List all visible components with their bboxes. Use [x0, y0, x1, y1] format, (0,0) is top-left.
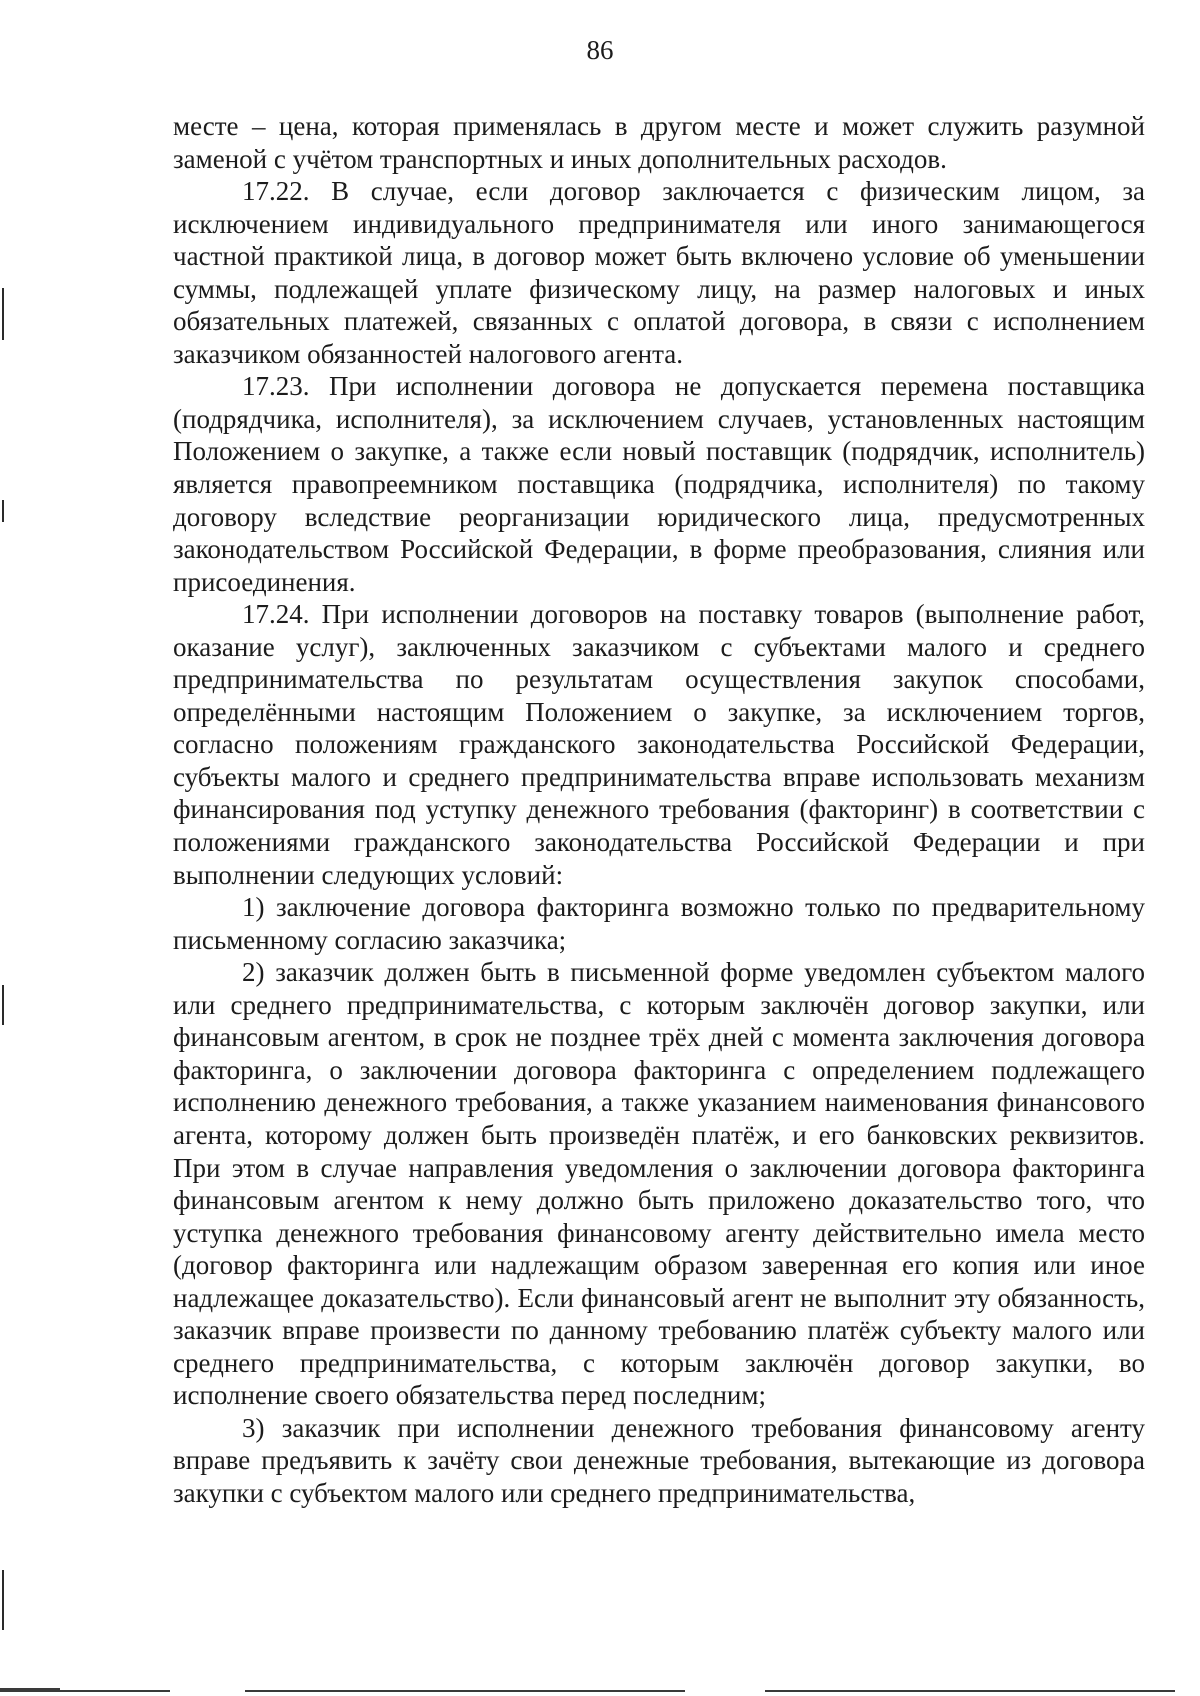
scan-bottom-line: [765, 1690, 1175, 1692]
scan-edge-mark: [2, 985, 4, 1025]
list-item-2: 2) заказчик должен быть в письменной форме уведомлен субъектом малого или среднего предпринимательства, с которым заключён договор закупки, или финансовым агентом, в срок не позднее трёх дней с момента заключения договора факторинга, о заключении договора факторинга с определением подлежащего исполнению денежного требования, а также указанием наименования финансового агента, которому должен быть произведён платёж, и его банковских реквизитов. При этом в случае направления уведомления о заключении договора факторинга финансовым агентом к нему должно быть приложено доказательство того, что уступка денежного требования финансовому агенту действительно имела место (договор факторинга или надлежащим образом заверенная его копия или иное надлежащее доказательство). Если финансовый агент не выполнит эту обязанность, заказчик вправе произвести по данному требованию платёж субъекту малого или среднего предпринимательства, с которым заключён договор закупки, во исполнение своего обязательства перед последним;: [173, 957, 1145, 1411]
scan-edge-mark: [2, 1570, 4, 1630]
scan-edge-mark: [2, 500, 4, 522]
list-item-3: 3) заказчик при исполнении денежного требования финансовому агенту вправе предъявить к зачёту свои денежные требования, вытекающие из договора закупки с субъектом малого или среднего предпринимательства,: [173, 1412, 1145, 1508]
paragraph-continuation: месте – цена, которая применялась в другом месте и может служить разумной заменой с учётом транспортных и иных дополнительных расходов.: [173, 111, 1145, 174]
scan-edge-mark: [2, 288, 4, 340]
paragraph-17-23: 17.23. При исполнении договора не допускается перемена поставщика (подрядчика, исполнителя), за исключением случаев, установленных настоящим Положением о закупке, а также если новый поставщик (подрядчик, исполнитель) является правопреемником поставщика (подрядчика, исполнителя) по такому договору вследствие реорганизации юридического лица, предусмотренных законодательством Российской Федерации, в форме преобразования, слияния или присоединения.: [173, 371, 1145, 597]
scan-bottom-line: [0, 1688, 60, 1692]
document-body: [173, 110, 1145, 1510]
scan-bottom-line: [245, 1690, 685, 1692]
paragraph-17-24: 17.24. При исполнении договоров на поставку товаров (выполнение работ, оказание услуг), заключенных заказчиком с субъектами малого и среднего предпринимательства по результатам осуществления закупок способами, определёнными настоящим Положением о закупке, за исключением торгов, согласно положениям гражданского законодательства Российской Федерации, субъекты малого и среднего предпринимательства вправе использовать механизм финансирования под уступку денежного требования (факторинг) в соответствии с положениями гражданского законодательства Российской Федерации и при выполнении следующих условий:: [173, 599, 1145, 890]
page-number: 86: [586, 35, 614, 65]
scan-bottom-line: [60, 1690, 170, 1692]
list-item-1: 1) заключение договора факторинга возможно только по предварительному письменному согласию заказчика;: [173, 892, 1145, 955]
paragraph-17-22: 17.22. В случае, если договор заключается с физическим лицом, за исключением индивидуального предпринимателя или иного занимающегося частной практикой лица, в договор может быть включено условие об уменьшении суммы, подлежащей уплате физическому лицу, на размер налоговых и иных обязательных платежей, связанных с оплатой договора, в связи с исполнением заказчиком обязанностей налогового агента.: [173, 176, 1145, 369]
